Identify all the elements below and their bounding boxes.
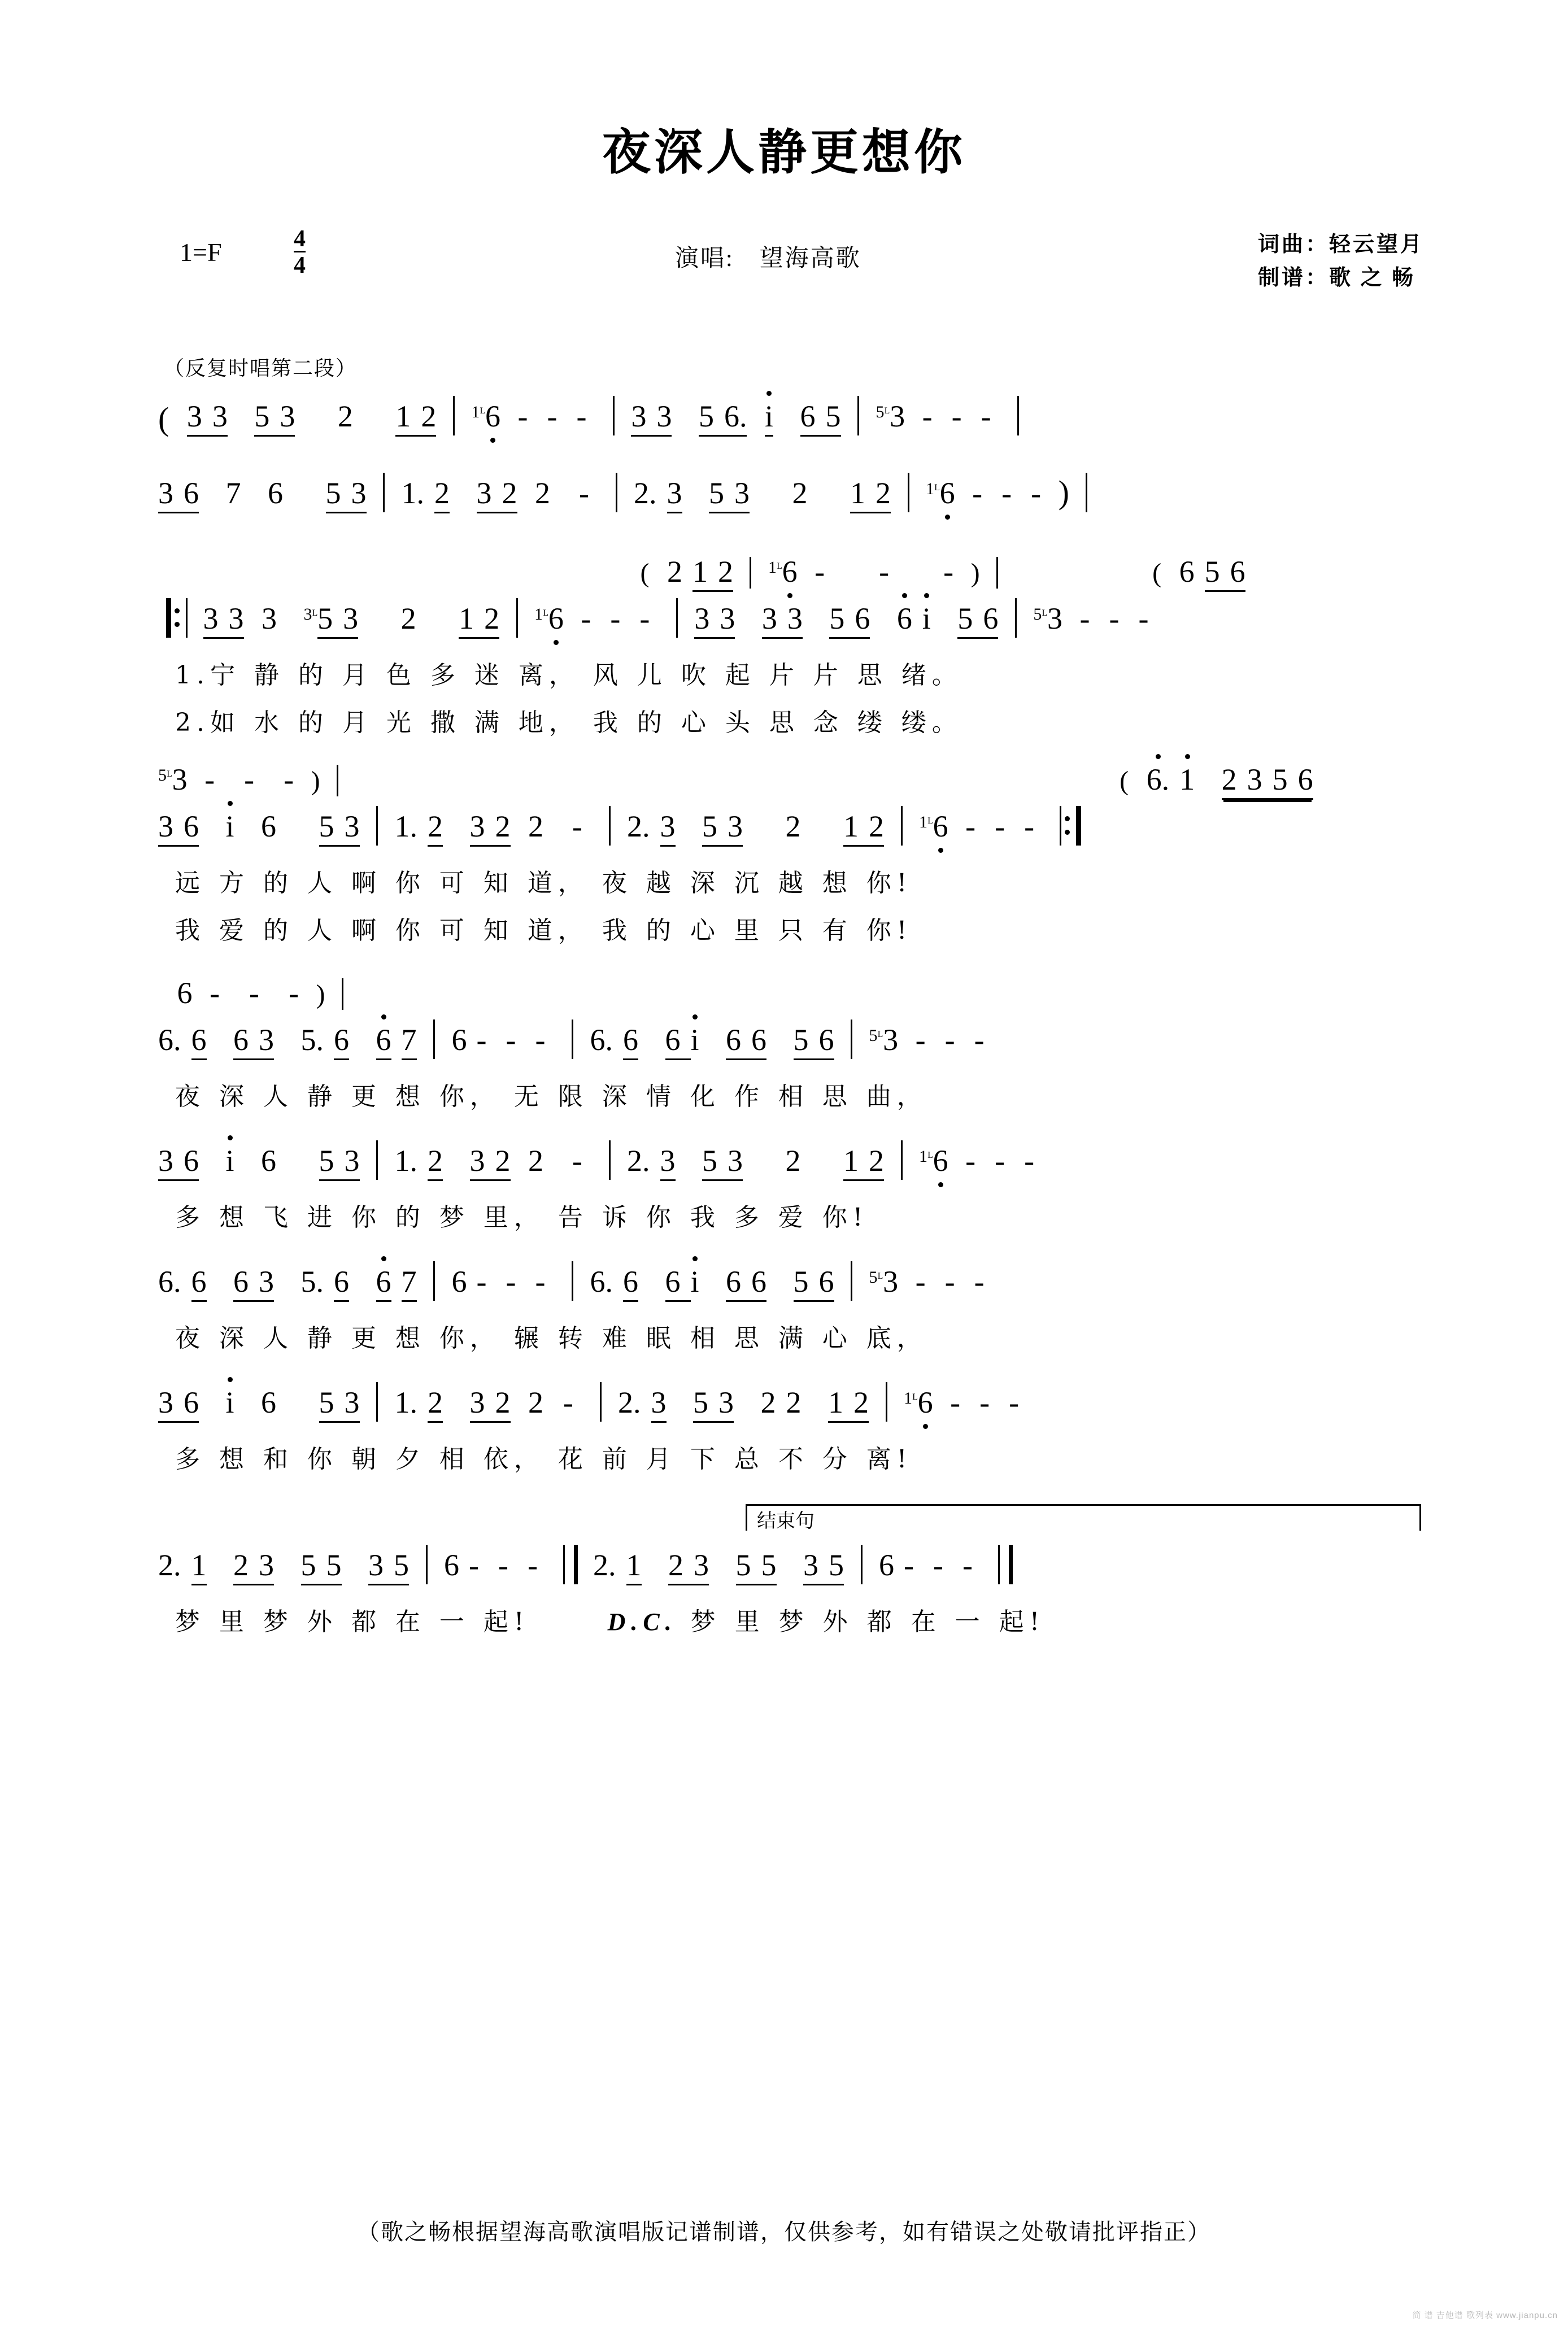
- credit-notation: 制谱：歌 之 畅: [1257, 265, 1415, 290]
- coda-bracket: [158, 1504, 1421, 1544]
- chorus-2a-notes: 6. 6 6 3 5. 6 6 7 6 - - - 6. 6 6 i 6 6 5 6 $^{5ᴸ}$3 - - -: [158, 1261, 1421, 1315]
- performer-name: 望海高歌: [759, 246, 861, 272]
- verse-2-lyrics-2: 我 爱 的 人 啊 你 可 知 道， 我 的 心 里 只 有 你!: [175, 916, 913, 945]
- chorus-2b-lyrics: 多 想 和 你 朝 夕 相 依， 花 前 月 下 总 不 分 离!: [175, 1445, 913, 1474]
- time-signature: [294, 227, 306, 277]
- performer-credit: [675, 239, 861, 273]
- coda-label: 结束句: [757, 1510, 815, 1532]
- repeat-instruction: （反复时唱第二段）: [164, 357, 358, 380]
- verse-2-notes: 3 6 i 6 5 3 1. 2 3 2 2 - 2. 3 5 3 2 1 2 $^{1ᴸ}$6 - - -: [158, 806, 1421, 860]
- time-signature-numerator: 4: [294, 226, 306, 252]
- chorus-2b-notes: 3 6 i 6 5 3 1. 2 3 2 2 - 2. 3 5 3 2 2 1 2 $^{1ᴸ}$6 - - -: [158, 1382, 1421, 1436]
- intro-line-1: ( 3 3 5 3 2 1 2 $^{1ᴸ}$6 - - - 3 3 5 6. i 6 5 $^{5ᴸ}$3 - - -: [158, 396, 1421, 450]
- final-lyrics-second: 梦 里 梦 外 都 在 一 起!: [690, 1607, 1046, 1636]
- verse-2-ending-bracket: $^{5ᴸ}$3 - - - ) ( 6. 1 2 3 5 6: [158, 762, 1421, 803]
- staff-area: [0, 396, 1568, 1641]
- watermark: 简 谱 吉他谱 歌列表 www.jianpu.cn: [1412, 2311, 1558, 2320]
- verse-2-lyrics-1: 远 方 的 人 啊 你 可 知 道， 夜 越 深 沉 越 想 你!: [175, 869, 913, 897]
- key-signature: 1=F: [180, 238, 222, 267]
- final-lyrics-first: 梦 里 梦 外 都 在 一 起!: [175, 1607, 530, 1636]
- sheet-music-page: [0, 113, 1568, 2331]
- page-title: 夜深人静更想你: [602, 124, 966, 181]
- verse-1-lyrics-2: 2.如 水 的 月 光 撒 满 地， 我 的 心 头 思 念 缕 缕。: [175, 708, 962, 737]
- performer-label: 演唱:: [675, 246, 734, 272]
- chorus-1a-notes: 6. 6 6 3 5. 6 6 7 6 - - - 6. 6 6 i 6 6 5 6 $^{5ᴸ}$3 - - -: [158, 1019, 1421, 1074]
- verse-1-notes: 3 3 3 $^{3ᴸ}$5 3 2 1 2 $^{1ᴸ}$6 - - - 3 3 3 3 5 6 6 i 5 6 $^{5ᴸ}$3 - - -: [158, 598, 1421, 652]
- footer-note: （歌之畅根据望海高歌演唱版记谱制谱，仅供参考，如有错误之处敬请批评指正）: [357, 2219, 1211, 2245]
- dc-marking: D.C.: [607, 1608, 677, 1636]
- time-signature-denominator: 4: [294, 251, 306, 277]
- chorus-1-ending-bracket: 6 - - - ): [158, 975, 1421, 1016]
- verse-1-lyrics-1: 1.宁 静 的 月 色 多 迷 离， 风 儿 吹 起 片 片 思 绪。: [175, 661, 962, 690]
- verse-1-ending-bracket: ( 2 1 2 $^{1ᴸ}$6 - - - ) ( 6 5 6: [158, 554, 1421, 595]
- chorus-2a-lyrics: 夜 深 人 静 更 想 你， 辗 转 难 眠 相 思 满 心 底，: [175, 1324, 927, 1353]
- chorus-1a-lyrics: 夜 深 人 静 更 想 你， 无 限 深 情 化 作 相 思 曲，: [175, 1082, 927, 1111]
- chorus-1b-notes: 3 6 i 6 5 3 1. 2 3 2 2 - 2. 3 5 3 2 1 2 $^{1ᴸ}$6 - - -: [158, 1140, 1421, 1195]
- credits-block: [1258, 228, 1424, 295]
- final-lyrics-row: [175, 1601, 1421, 1641]
- chorus-1b-lyrics: 多 想 飞 进 你 的 梦 里， 告 诉 你 我 多 爱 你!: [175, 1203, 869, 1232]
- credit-lyrics-music: 词曲：轻云望月: [1257, 233, 1424, 256]
- final-notes: 2. 1 2 3 5 5 3 5 6 - - - 2. 1 2 3 5 5 3 5 6 - - -: [158, 1545, 1421, 1599]
- score-header: [0, 217, 1568, 319]
- intro-line-2: 3 6 7 6 5 3 1. 2 3 2 2 - 2. 3 5 3 2 1 2 $^{1ᴸ}$6 - - - ): [158, 473, 1421, 527]
